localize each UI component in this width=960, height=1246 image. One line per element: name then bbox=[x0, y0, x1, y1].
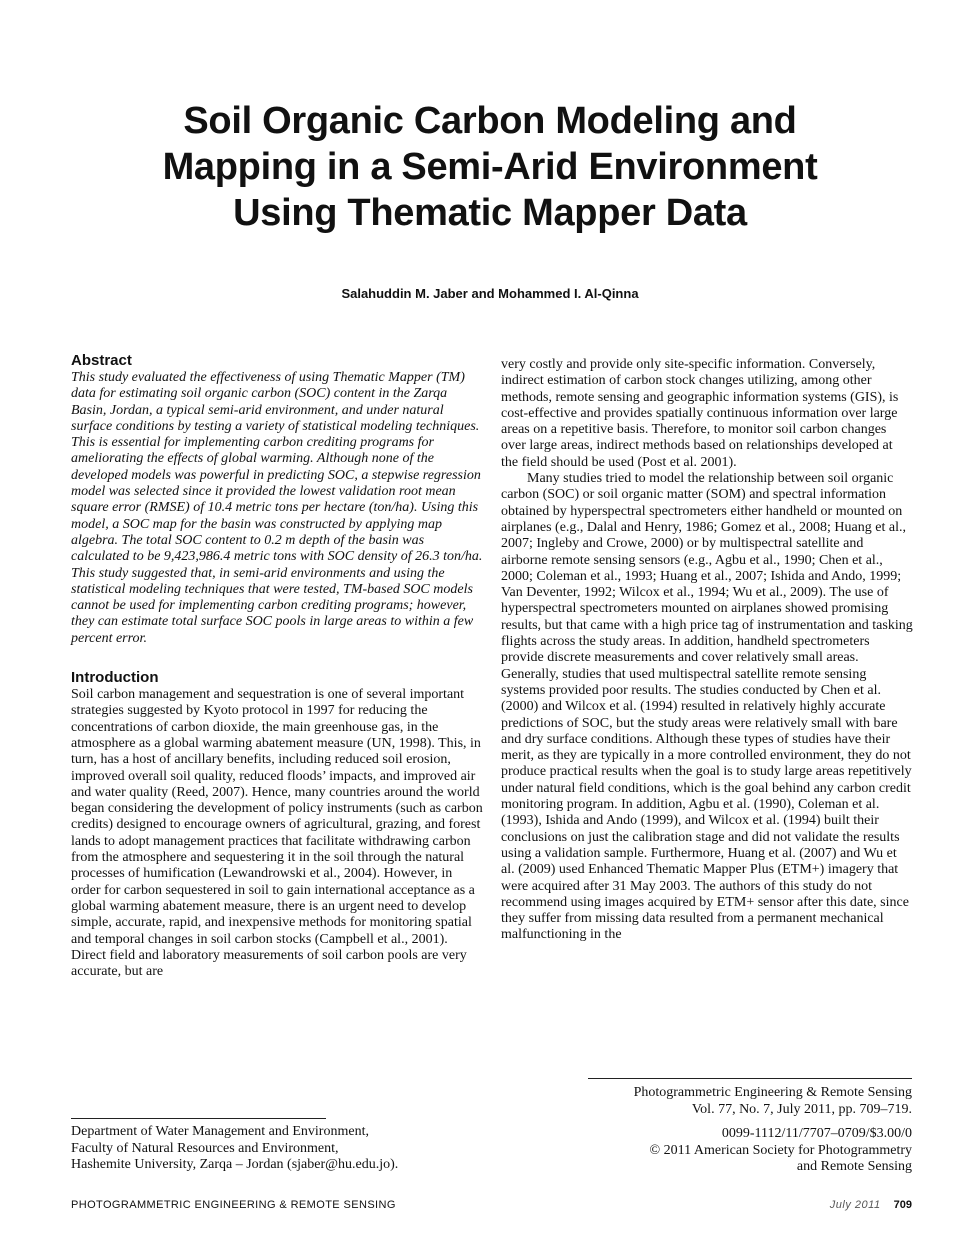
journal-copyright: © 2011 American Society for Photogrammetry bbox=[649, 1142, 912, 1158]
title-line-1: Soil Organic Carbon Modeling and bbox=[183, 100, 797, 142]
abstract-text: This study evaluated the effectiveness of using Thematic Mapper (TM) data for estimating soil organic carbon (SOC) content in the Zarqa Basin, Jordan, a typical semi-arid environment, and under natural surface conditions by testing a variety of statistical modeling techniques. This is essential for implementing carbon crediting programs for ameliorating the effects of global warming. Although none of the developed models was powerful in predicting SOC, a stepwise regression model was selected since it provided the lowest validation root mean square error (RMSE) of 10.4 metric tons per hectare (ton/ha). Using this model, a SOC map for the basin was constructed by applying map algebra. The total SOC content to 0.2 m depth of the basin was calculated to be 9,423,986.4 metric tons with SOC density of 26.3 ton/ha. This study suggested that, in semi-arid environments and using the statistical modeling techniques that were tested, TM-based SOC models cannot be used for implementing carbon crediting programs; however, they can estimate total surface SOC pools in large areas to within a few percent error. bbox=[71, 370, 483, 646]
introduction-text: Soil carbon management and sequestration is one of several important strategies suggested by Kyoto protocol in 1997 for reducing the concentrations of carbon dioxide, the main greenhouse gas, in the atmosphere as a global warming abatement measure (UN, 1998). This, in turn, has a host of ancillary benefits, including reduced soil erosion, improved overall soil quality, reduced floods’ impacts, and improved air and water quality (Reed, 2007). Hence, many countries around the world began considering the development of policy instruments (such as carbon credits) designed to encourage owners of agricultural, grazing, and forest lands to adopt management practices that facilitate withdrawing carbon from the atmosphere and sequestering it in the soil through the natural processes of humification (Lewandrowski et al., 2004). However, in order for carbon sequestered in soil to gain international acceptance as a global warming abatement measure, there is an urgent need to develop simple, accurate, rapid, and inexpensive methods for monitoring spatial and temporal changes in soil carbon stocks (Campbell et al., 2001). Direct field and laboratory measurements of soil carbon pools are very accurate, but are bbox=[71, 687, 483, 980]
journal-volume: Vol. 77, No. 7, July 2011, pp. 709–719. bbox=[691, 1101, 912, 1117]
title-line-3: Using Thematic Mapper Data bbox=[233, 192, 747, 234]
running-footer-date: July 2011 bbox=[829, 1199, 881, 1211]
paper-title bbox=[100, 98, 880, 236]
journal-info-rule bbox=[588, 1078, 912, 1079]
right-paragraph-2: Many studies tried to model the relationship between soil organic carbon (SOC) or soil organic matter (SOM) and spectral information obtained by hyperspectral spectrometers either handheld or mounted on airplanes (e.g., Dalal and Henry, 1986; Gomez et al., 2008; Huang et al., 2007; Ingleby and Crowe, 2000) or by multispectral satellite and airborne remote sensing sensors (e.g., Agbu et al., 1990; Chen et al., 2000; Coleman et al., 1993; Huang et al., 2007; Ishida and Ando, 1999; Van Deventer, 1992; Wilcox et al., 1994; Wu et al., 2009). The use of hyperspectral spectrometers mounted on airplanes showed promising results, but that came with a high price tag of instrumentation and tasking flights across the study areas. In addition, handheld spectrometers provide discrete measurements and cover relatively small areas. Generally, studies that used multispectral satellite remote sensing systems provided poor results. The studies conducted by Chen et al. (2000) and Wilcox et al. (1994) resulted in relatively highly accurate predictions of SOC, but the study areas were relatively small with bare and dry surface conditions. Although these types of studies have their merit, as they are typically in a more controlled environment, they do not produce practical results when the goal is to study large areas repetitively under natural field conditions, which is the goal behind any carbon credit monitoring program. In addition, Agbu et al. (1990), Coleman et al. (1993), Ishida and Ando (1999), and Wilcox et al. (1994) built their conclusions on just the calibration stage and did not validate the results using a validation sample. Furthermore, Huang et al. (2007) and Wu et al. (2009) used Enhanced Thematic Mapper Plus (ETM+) imagery that were acquired after 31 May 2003. The authors of this study do not recommend using images acquired by ETM+ sensor after this date, since they suffer from missing data resulted from a permanent mechanical malfunctioning in the bbox=[501, 471, 913, 943]
running-footer-right bbox=[830, 1199, 912, 1211]
journal-copyright-cont: and Remote Sensing bbox=[796, 1159, 912, 1174]
running-footer-journal: PHOTOGRAMMETRIC ENGINEERING & REMOTE SENSING bbox=[71, 1199, 396, 1211]
footnote-line-3: Hashemite University, Zarqa – Jordan (sjaber@hu.edu.jo). bbox=[71, 1157, 399, 1172]
journal-issn: 0099-1112/11/7707–0709/$3.00/0 bbox=[721, 1126, 912, 1141]
footnote-line-1: Department of Water Management and Environment, bbox=[71, 1124, 369, 1139]
footnote-line-2: Faculty of Natural Resources and Environment, bbox=[71, 1140, 339, 1156]
right-column bbox=[501, 357, 913, 944]
right-paragraph-1: very costly and provide only site-specific information. Conversely, indirect estimation of carbon stock changes utilizing, among other methods, remote sensing and geographic information systems (GIS), is cost-effective and provides spatially continuous information over large areas on a repetitive basis. Therefore, to monitor soil carbon changes over large areas, indirect methods based on relationships developed at the field should be used (Post et al. 2001). bbox=[501, 357, 899, 470]
abstract-heading: Abstract bbox=[71, 352, 132, 369]
introduction-heading: Introduction bbox=[71, 669, 159, 687]
journal-name: Photogrammetric Engineering & Remote Sensing bbox=[633, 1085, 912, 1100]
title-line-2: Mapping in a Semi-Arid Environment bbox=[162, 146, 818, 188]
page-number: 709 bbox=[893, 1199, 912, 1211]
footnote-rule bbox=[71, 1118, 326, 1119]
affiliation-footnote bbox=[71, 1124, 398, 1174]
author-list: Salahuddin M. Jaber and Mohammed I. Al-Qinna bbox=[341, 286, 639, 301]
journal-info bbox=[512, 1085, 912, 1176]
left-column bbox=[71, 352, 483, 980]
